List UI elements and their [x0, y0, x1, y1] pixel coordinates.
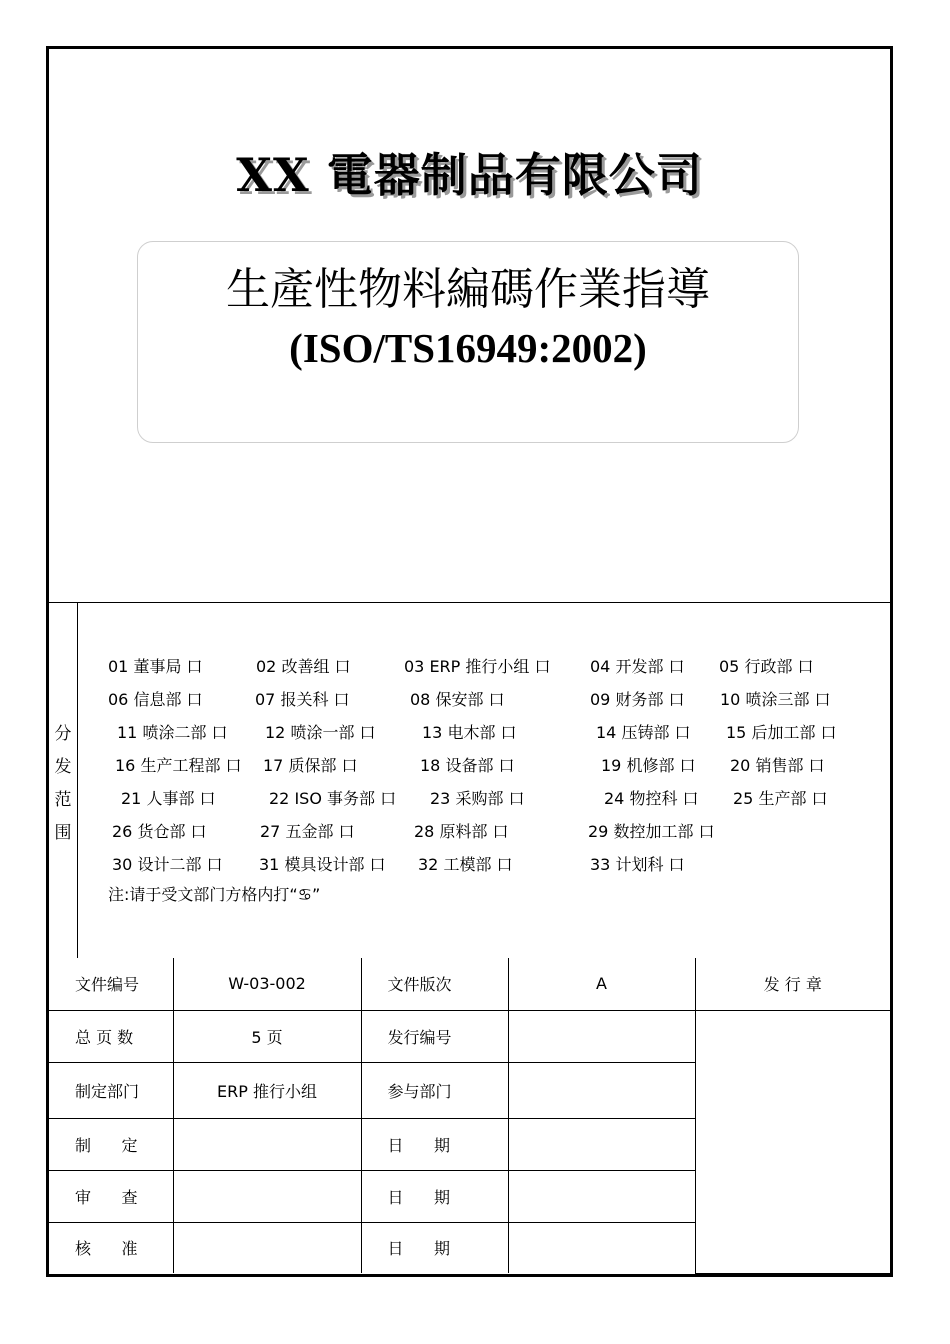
dept-checkbox[interactable]: 04 开发部 口: [590, 657, 685, 676]
dept-value: ERP 推行小组: [173, 1062, 361, 1118]
date-label: 日 期: [361, 1118, 508, 1170]
made-date-field[interactable]: [508, 1118, 695, 1170]
section-divider: [49, 602, 890, 603]
distribution-label: 分 发 范 围: [54, 724, 72, 843]
dept-checkbox[interactable]: 03 ERP 推行小组 口: [404, 657, 551, 676]
dept-checkbox[interactable]: 24 物控科 口: [604, 789, 699, 808]
dept-checkbox[interactable]: 23 采购部 口: [430, 789, 525, 808]
dept-checkbox[interactable]: 09 财务部 口: [590, 690, 685, 709]
date-label: 日 期: [361, 1222, 508, 1273]
dept-checkbox[interactable]: 32 工模部 口: [418, 855, 513, 874]
dept-checkbox[interactable]: 29 数控加工部 口: [588, 822, 715, 841]
dept-checkbox[interactable]: 11 喷涂二部 口: [117, 723, 228, 742]
check-date-field[interactable]: [508, 1170, 695, 1222]
version-label: 文件版次: [361, 958, 508, 1010]
dept-checkbox[interactable]: 14 压铸部 口: [596, 723, 691, 742]
dept-checkbox[interactable]: 28 原料部 口: [414, 822, 509, 841]
seal-area: [695, 1010, 890, 1273]
document-frame: [46, 46, 893, 1277]
file-no-value: W-03-002: [173, 958, 361, 1010]
date-label: 日 期: [361, 1170, 508, 1222]
document-info-table: [49, 958, 890, 1274]
dept-checkbox[interactable]: 25 生产部 口: [733, 789, 828, 808]
title-box: [137, 241, 799, 443]
dept-checkbox[interactable]: 21 人事部 口: [121, 789, 216, 808]
issue-no-label: 发行编号: [361, 1010, 508, 1062]
participate-field[interactable]: [508, 1062, 695, 1118]
dept-checkbox[interactable]: 16 生产工程部 口: [115, 756, 242, 775]
approve-date-field[interactable]: [508, 1222, 695, 1273]
standard-reference: (ISO/TS16949:2002): [289, 325, 647, 371]
pages-value: 5 页: [173, 1010, 361, 1062]
approve-label: 核 准: [49, 1222, 173, 1273]
dept-checkbox[interactable]: 33 计划科 口: [590, 855, 685, 874]
issue-no-field[interactable]: [508, 1010, 695, 1062]
dept-checkbox[interactable]: 06 信息部 口: [108, 690, 203, 709]
dept-checkbox[interactable]: 17 质保部 口: [263, 756, 358, 775]
dept-checkbox[interactable]: 22 ISO 事务部 口: [269, 789, 397, 808]
made-label: 制 定: [49, 1118, 173, 1170]
dept-checkbox[interactable]: 19 机修部 口: [601, 756, 696, 775]
pages-label: 总 页 数: [49, 1010, 173, 1062]
company-name: XX 電器制品有限公司: [236, 148, 703, 202]
distribution-note: 注:请于受文部门方格内打“♋”: [108, 885, 321, 904]
seal-label: 发 行 章: [695, 958, 890, 1010]
dept-checkbox[interactable]: 15 后加工部 口: [726, 723, 837, 742]
dept-checkbox[interactable]: 20 销售部 口: [730, 756, 825, 775]
check-field[interactable]: [173, 1170, 361, 1222]
document-title: 生產性物料編碼作業指導: [226, 264, 710, 315]
approve-field[interactable]: [173, 1222, 361, 1273]
dept-checkbox[interactable]: 01 董事局 口: [108, 657, 203, 676]
version-value: A: [508, 958, 695, 1010]
dept-checkbox[interactable]: 07 报关科 口: [255, 690, 350, 709]
dept-checkbox[interactable]: 30 设计二部 口: [112, 855, 223, 874]
distribution-label-column: [49, 602, 78, 958]
file-no-label: 文件编号: [49, 958, 173, 1010]
dept-checkbox[interactable]: 26 货仓部 口: [112, 822, 207, 841]
check-label: 审 查: [49, 1170, 173, 1222]
dept-checkbox[interactable]: 27 五金部 口: [260, 822, 355, 841]
dept-label: 制定部门: [49, 1062, 173, 1118]
dept-checkbox[interactable]: 10 喷涂三部 口: [720, 690, 831, 709]
participate-label: 参与部门: [361, 1062, 508, 1118]
dept-checkbox[interactable]: 05 行政部 口: [719, 657, 814, 676]
dept-checkbox[interactable]: 02 改善组 口: [256, 657, 351, 676]
dept-checkbox[interactable]: 18 设备部 口: [420, 756, 515, 775]
dept-checkbox[interactable]: 08 保安部 口: [410, 690, 505, 709]
dept-checkbox[interactable]: 12 喷涂一部 口: [265, 723, 376, 742]
dept-checkbox[interactable]: 13 电木部 口: [422, 723, 517, 742]
dept-checkbox[interactable]: 31 模具设计部 口: [259, 855, 386, 874]
made-field[interactable]: [173, 1118, 361, 1170]
